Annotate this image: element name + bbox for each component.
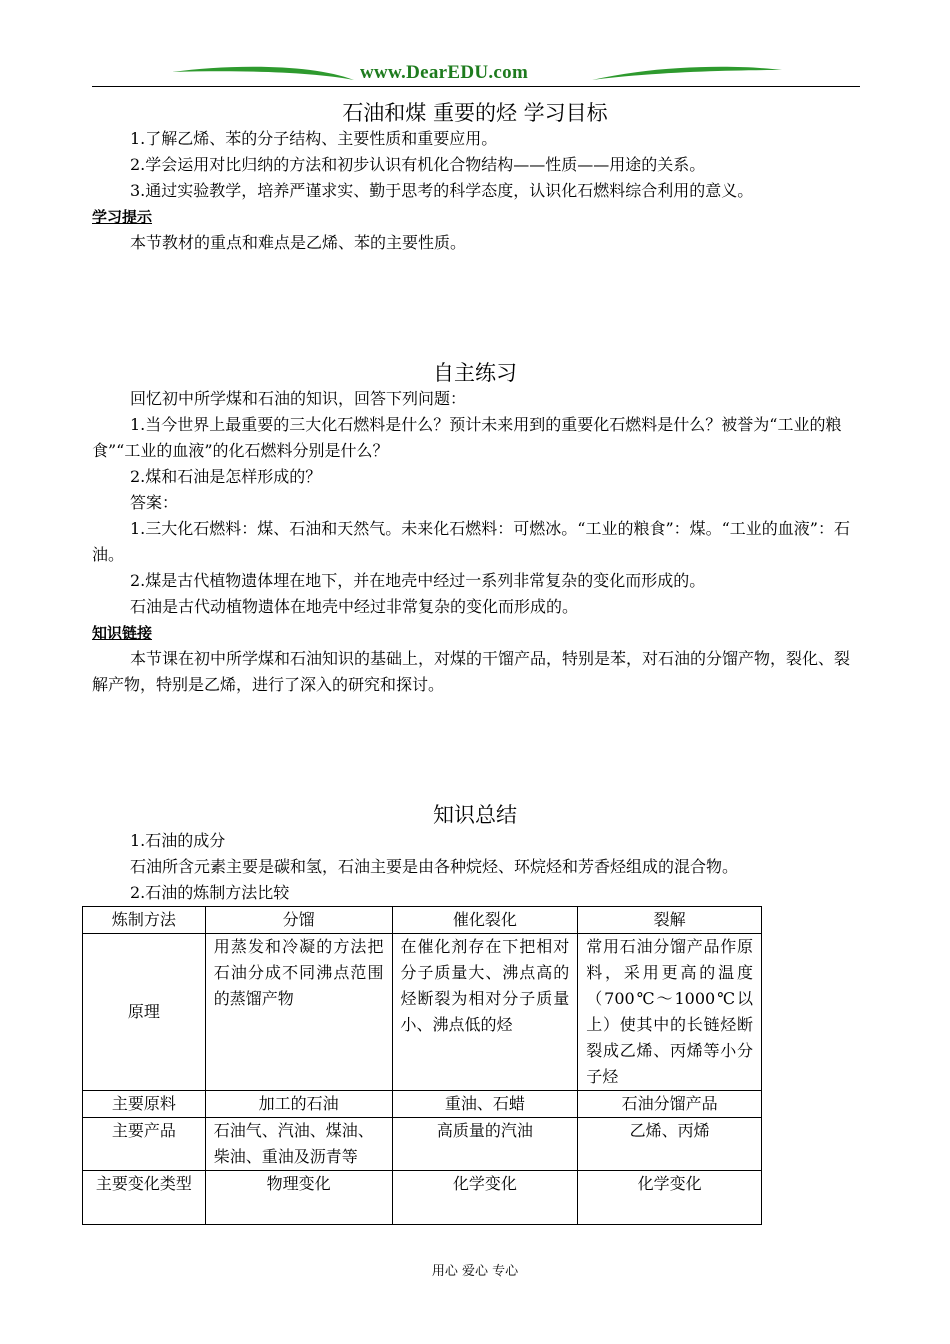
- practice-question-1: 1.当今世界上最重要的三大化石燃料是什么？预计未来用到的重要化石燃料是什么？被誉为“工业的粮食”“工业的血液”的化石燃料分别是什么？: [92, 415, 842, 460]
- site-logo-text: www.DearEDU.com: [360, 62, 529, 83]
- practice-title: 自主练习: [433, 361, 517, 385]
- page-title: 石油和煤 重要的烃 学习目标: [342, 101, 608, 125]
- hint-text: 本节教材的重点和难点是乙烯、苯的主要性质。: [130, 233, 467, 252]
- table-cell: 石油气、汽油、煤油、柴油、重油及沥青等: [205, 1118, 392, 1171]
- table-row-label: 主要产品: [83, 1118, 206, 1171]
- refining-comparison-table: [82, 906, 762, 1225]
- answer-2: 2.煤是古代植物遗体埋在地下，并在地壳中经过一系列非常复杂的变化而形成的。: [130, 571, 706, 590]
- header-rule: [92, 86, 860, 87]
- summary-title: 知识总结: [433, 803, 517, 827]
- goal-2: 2.学会运用对比归纳的方法和初步认识有机化合物结构——性质——用途的关系。: [130, 155, 706, 174]
- table-header-cell: 催化裂化: [392, 907, 578, 934]
- practice-question-2: 2.煤和石油是怎样形成的？: [130, 467, 322, 486]
- table-cell: 在催化剂存在下把相对分子质量大、沸点高的烃断裂为相对分子质量小、沸点低的烃: [392, 934, 578, 1091]
- table-cell: 化学变化: [578, 1171, 762, 1225]
- table-row: [83, 1118, 762, 1171]
- table-header-cell: 炼制方法: [83, 907, 206, 934]
- table-header-cell: 分馏: [205, 907, 392, 934]
- practice-intro: 回忆初中所学煤和石油的知识，回答下列问题：: [130, 389, 467, 408]
- answer-1: 1.三大化石燃料：煤、石油和天然气。未来化石燃料：可燃冰。“工业的粮食”：煤。“工业的血液”：石油。: [92, 519, 850, 564]
- table-cell: 用蒸发和冷凝的方法把石油分成不同沸点范围的蒸馏产物: [205, 934, 392, 1091]
- goal-3: 3.通过实验教学，培养严谨求实、勤于思考的科学态度，认识化石燃料综合利用的意义。: [130, 181, 754, 200]
- hint-heading: 学习提示: [92, 208, 153, 226]
- table-row: [83, 934, 762, 1091]
- link-heading: 知识链接: [92, 624, 153, 642]
- table-cell: 加工的石油: [205, 1091, 392, 1118]
- table-header-row: [83, 907, 762, 934]
- goal-1: 1.了解乙烯、苯的分子结构、主要性质和重要应用。: [130, 129, 498, 148]
- table-cell: 石油分馏产品: [578, 1091, 762, 1118]
- summary-line-1: 1.石油的成分: [130, 831, 226, 850]
- table-row: [83, 1091, 762, 1118]
- answer-3: 石油是古代动植物遗体在地壳中经过非常复杂的变化而形成的。: [130, 597, 579, 616]
- table-cell: 物理变化: [205, 1171, 392, 1225]
- table-row-label: 主要变化类型: [83, 1171, 206, 1225]
- summary-line-2: 石油所含元素主要是碳和氢，石油主要是由各种烷烃、环烷烃和芳香烃组成的混合物。: [130, 857, 739, 876]
- link-text: 本节课在初中所学煤和石油知识的基础上，对煤的干馏产品，特别是苯，对石油的分馏产物，裂化、裂解产物，特别是乙烯，进行了深入的研究和探讨。: [92, 649, 851, 694]
- table-cell: 常用石油分馏产品作原料，采用更高的温度（700℃～1000℃以上）使其中的长链烃断裂成乙烯、丙烯等小分子烃: [578, 934, 762, 1091]
- table-row: [83, 1171, 762, 1225]
- table-cell: 重油、石蜡: [392, 1091, 578, 1118]
- table-cell: 高质量的汽油: [392, 1118, 578, 1171]
- answer-label: 答案：: [130, 493, 179, 512]
- page-footer: 用心 爱心 专心: [431, 1264, 519, 1279]
- summary-line-3: 2.石油的炼制方法比较: [130, 883, 290, 902]
- table-header-cell: 裂解: [578, 907, 762, 934]
- table-row-label: 原理: [83, 934, 206, 1091]
- table-cell: 化学变化: [392, 1171, 578, 1225]
- table-row-label: 主要原料: [83, 1091, 206, 1118]
- table-cell: 乙烯、丙烯: [578, 1118, 762, 1171]
